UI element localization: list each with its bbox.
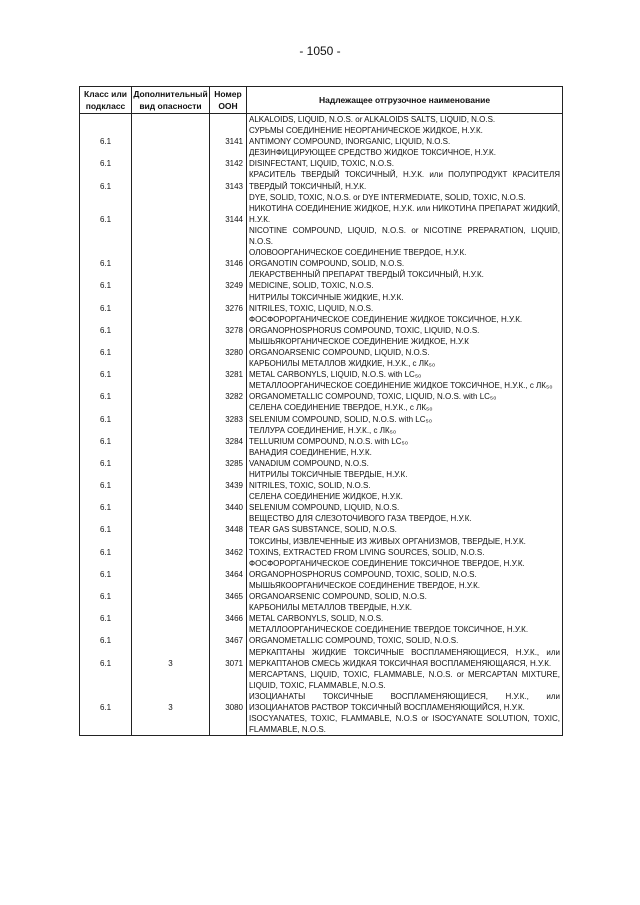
- class-cell: 6.1: [80, 425, 132, 447]
- shipping-name-cell: [247, 169, 563, 202]
- un-number-cell: 3465: [210, 580, 247, 602]
- header-un-number: Номер ООН: [210, 87, 247, 114]
- table-row: [80, 513, 563, 535]
- class-cell: 6.1: [80, 513, 132, 535]
- class-cell: 6.1: [80, 269, 132, 291]
- header-shipping-name: Надлежащее отгрузочное наименование: [247, 87, 563, 114]
- class-cell: 6.1: [80, 580, 132, 602]
- shipping-name-ru: КРАСИТЕЛЬ ТВЕРДЫЙ ТОКСИЧНЫЙ, Н.У.К. или ПОЛУПРОДУКТ КРАСИТЕЛЯ ТВЕРДЫЙ ТОКСИЧНЫЙ, Н.У.К.: [249, 170, 560, 191]
- shipping-name-ru: МЕТАЛЛООРГАНИЧЕСКОЕ СОЕДИНЕНИЕ ЖИДКОЕ ТОКСИЧНОЕ, Н.У.К., с ЛК₅₀: [249, 381, 553, 391]
- table-row: [80, 580, 563, 602]
- table-row: [80, 691, 563, 736]
- subsidiary-hazard-cell: [132, 292, 210, 314]
- shipping-name-en: TEAR GAS SUBSTANCE, SOLID, N.O.S.: [249, 525, 397, 535]
- class-cell: 6.1: [80, 358, 132, 380]
- shipping-name-cell: [247, 624, 563, 646]
- table-row: [80, 602, 563, 624]
- table-row: [80, 491, 563, 513]
- class-cell: 6.1: [80, 380, 132, 402]
- class-cell: 6.1: [80, 336, 132, 358]
- shipping-name-cell: [247, 147, 563, 169]
- shipping-name-ru: ВАНАДИЯ СОЕДИНЕНИЕ, Н.У.К.: [249, 447, 372, 457]
- subsidiary-hazard-cell: [132, 491, 210, 513]
- shipping-name-en: TELLURIUM COMPOUND, N.O.S. with LC₅₀: [249, 436, 409, 446]
- shipping-name-en: ORGANOARSENIC COMPOUND, LIQUID, N.O.S.: [249, 347, 430, 357]
- class-cell: 6.1: [80, 624, 132, 646]
- shipping-name-ru: ТЕЛЛУРА СОЕДИНЕНИЕ, Н.У.К., с ЛК₅₀: [249, 425, 397, 435]
- subsidiary-hazard-cell: [132, 358, 210, 380]
- table-row: [80, 336, 563, 358]
- page-number: - 1050 -: [299, 44, 341, 58]
- shipping-name-en: ORGANOARSENIC COMPOUND, SOLID, N.O.S.: [249, 592, 427, 602]
- subsidiary-hazard-cell: [132, 558, 210, 580]
- un-number-cell: 3080: [210, 691, 247, 736]
- shipping-name-ru: КАРБОНИЛЫ МЕТАЛЛОВ ЖИДКИЕ, Н.У.К., с ЛК₅₀: [249, 359, 436, 369]
- shipping-name-cell: [247, 292, 563, 314]
- un-number-cell: 3466: [210, 602, 247, 624]
- shipping-name-en: ORGANOTIN COMPOUND, SOLID, N.O.S.: [249, 259, 405, 269]
- table-row: [80, 269, 563, 291]
- table-row: [80, 358, 563, 380]
- subsidiary-hazard-cell: [132, 247, 210, 269]
- table-row: [80, 425, 563, 447]
- shipping-name-cell: [247, 402, 563, 424]
- class-cell: 6.1: [80, 647, 132, 691]
- shipping-name-en: TOXINS, EXTRACTED FROM LIVING SOURCES, SOLID, N.O.S.: [249, 547, 485, 557]
- shipping-name-cell: [247, 469, 563, 491]
- shipping-name-en: NITRILES, TOXIC, SOLID, N.O.S.: [249, 481, 371, 491]
- shipping-name-cell: [247, 491, 563, 513]
- continued-name-en: ALKALOIDS, LIQUID, N.O.S. or ALKALOIDS SALTS, LIQUID, N.O.S.: [247, 114, 563, 126]
- shipping-name-en: METAL CARBONYLS, SOLID, N.O.S.: [249, 614, 384, 624]
- subsidiary-hazard-cell: [132, 602, 210, 624]
- subsidiary-hazard-cell: 3: [132, 647, 210, 691]
- class-cell: 6.1: [80, 147, 132, 169]
- shipping-name-cell: [247, 602, 563, 624]
- shipping-name-ru: КАРБОНИЛЫ МЕТАЛЛОВ ТВЕРДЫЕ, Н.У.К.: [249, 603, 412, 613]
- class-cell: 6.1: [80, 602, 132, 624]
- table-row: [80, 247, 563, 269]
- class-cell: 6.1: [80, 491, 132, 513]
- un-number-cell: 3462: [210, 536, 247, 558]
- shipping-name-en: DYE, SOLID, TOXIC, N.O.S. or DYE INTERMEDIATE, SOLID, TOXIC, N.O.S.: [249, 192, 526, 202]
- subsidiary-hazard-cell: [132, 336, 210, 358]
- shipping-name-cell: [247, 247, 563, 269]
- shipping-name-ru: ТОКСИНЫ, ИЗВЛЕЧЕННЫЕ ИЗ ЖИВЫХ ОРГАНИЗМОВ, ТВЕРДЫЕ, Н.У.К.: [249, 536, 526, 546]
- un-number-cell: 3143: [210, 169, 247, 202]
- table-row: [80, 380, 563, 402]
- un-number-cell: 3439: [210, 469, 247, 491]
- un-number-cell: 3249: [210, 269, 247, 291]
- un-number-cell: 3141: [210, 125, 247, 147]
- shipping-name-cell: [247, 513, 563, 535]
- shipping-name-cell: [247, 691, 563, 736]
- subsidiary-hazard-cell: [132, 314, 210, 336]
- un-number-cell: 3146: [210, 247, 247, 269]
- un-number-cell: 3283: [210, 402, 247, 424]
- shipping-name-cell: [247, 425, 563, 447]
- subsidiary-hazard-cell: [132, 536, 210, 558]
- shipping-name-cell: [247, 203, 563, 247]
- shipping-name-en: ISOCYANATES, TOXIC, FLAMMABLE, N.O.S or ISOCYANATE SOLUTION, TOXIC, FLAMMABLE, N.O.S.: [249, 714, 560, 735]
- shipping-name-ru: МЕТАЛЛООРГАНИЧЕСКОЕ СОЕДИНЕНИЕ ТВЕРДОЕ ТОКСИЧНОЕ, Н.У.К.: [249, 625, 529, 635]
- shipping-name-ru: СЕЛЕНА СОЕДИНЕНИЕ ЖИДКОЕ, Н.У.К.: [249, 492, 403, 502]
- class-cell: 6.1: [80, 691, 132, 736]
- subsidiary-hazard-cell: [132, 513, 210, 535]
- table-row: [80, 558, 563, 580]
- shipping-name-cell: [247, 447, 563, 469]
- shipping-name-cell: [247, 125, 563, 147]
- shipping-name-cell: [247, 336, 563, 358]
- class-cell: 6.1: [80, 169, 132, 202]
- shipping-name-ru: МЕРКАПТАНЫ ЖИДКИЕ ТОКСИЧНЫЕ ВОСПЛАМЕНЯЮЩИЕСЯ, Н.У.К., или МЕРКАПТАНОВ СМЕСЬ ЖИДКАЯ ТОКСИЧНАЯ ВОСПЛАМЕНЯЮЩАЯСЯ, Н.У.К.: [249, 647, 560, 668]
- subsidiary-hazard-cell: [132, 147, 210, 169]
- un-number-cell: 3440: [210, 491, 247, 513]
- subsidiary-hazard-cell: [132, 203, 210, 247]
- class-cell: 6.1: [80, 203, 132, 247]
- table-row: [80, 314, 563, 336]
- table-row: [80, 169, 563, 202]
- un-number-cell: 3284: [210, 425, 247, 447]
- table-row: [80, 125, 563, 147]
- shipping-name-en: SELENIUM COMPOUND, LIQUID, N.O.S.: [249, 503, 400, 513]
- subsidiary-hazard-cell: [132, 425, 210, 447]
- table-row: [80, 536, 563, 558]
- shipping-name-ru: ОЛОВООРГАНИЧЕСКОЕ СОЕДИНЕНИЕ ТВЕРДОЕ, Н.У.К.: [249, 248, 467, 258]
- shipping-name-en: METAL CARBONYLS, LIQUID, N.O.S. with LC₅₀: [249, 370, 422, 380]
- un-number-cell: 3276: [210, 292, 247, 314]
- subsidiary-hazard-cell: [132, 447, 210, 469]
- class-cell: 6.1: [80, 447, 132, 469]
- shipping-name-en: MEDICINE, SOLID, TOXIC, N.O.S.: [249, 281, 374, 291]
- un-number-cell: 3142: [210, 147, 247, 169]
- un-number-cell: 3448: [210, 513, 247, 535]
- shipping-name-ru: МЫШЬЯКООРГАНИЧЕСКОЕ СОЕДИНЕНИЕ ТВЕРДОЕ, Н.У.К.: [249, 580, 480, 590]
- shipping-name-en: SELENIUM COMPOUND, SOLID, N.O.S. with LC₅₀: [249, 414, 433, 424]
- header-class: Класс или подкласс: [80, 87, 132, 114]
- shipping-name-cell: [247, 580, 563, 602]
- shipping-name-en: NITRILES, TOXIC, LIQUID, N.O.S.: [249, 303, 374, 313]
- subsidiary-hazard-cell: 3: [132, 691, 210, 736]
- table-body: [80, 114, 563, 736]
- subsidiary-hazard-cell: [132, 269, 210, 291]
- shipping-name-ru: НИТРИЛЫ ТОКСИЧНЫЕ ТВЕРДЫЕ, Н.У.К.: [249, 470, 408, 479]
- shipping-name-ru: ФОСФОРОРГАНИЧЕСКОЕ СОЕДИНЕНИЕ ТОКСИЧНОЕ ТВЕРДОЕ, Н.У.К.: [249, 558, 525, 568]
- shipping-name-ru: ФОСФОРОРГАНИЧЕСКОЕ СОЕДИНЕНИЕ ЖИДКОЕ ТОКСИЧНОЕ, Н.У.К.: [249, 314, 523, 324]
- shipping-name-en: ORGANOPHOSPHORUS COMPOUND, TOXIC, SOLID, N.O.S.: [249, 569, 477, 579]
- shipping-name-ru: НИКОТИНА СОЕДИНЕНИЕ ЖИДКОЕ, Н.У.К. или НИКОТИНА ПРЕПАРАТ ЖИДКИЙ, Н.У.К.: [249, 203, 560, 224]
- shipping-name-en: ORGANOMETALLIC COMPOUND, TOXIC, SOLID, N.O.S.: [249, 636, 459, 646]
- shipping-name-ru: ВЕЩЕСТВО ДЛЯ СЛЕЗОТОЧИВОГО ГАЗА ТВЕРДОЕ, Н.У.К.: [249, 514, 472, 524]
- shipping-name-en: VANADIUM COMPOUND, N.O.S.: [249, 458, 369, 468]
- shipping-name-en: NICOTINE COMPOUND, LIQUID, N.O.S. or NICOTINE PREPARATION, LIQUID, N.O.S.: [249, 225, 560, 247]
- shipping-name-cell: [247, 380, 563, 402]
- subsidiary-hazard-cell: [132, 169, 210, 202]
- class-cell: 6.1: [80, 292, 132, 314]
- shipping-name-cell: [247, 536, 563, 558]
- class-cell: 6.1: [80, 402, 132, 424]
- table-header-row: [80, 87, 563, 114]
- subsidiary-hazard-cell: [132, 580, 210, 602]
- shipping-name-en: ORGANOPHOSPHORUS COMPOUND, TOXIC, LIQUID, N.O.S.: [249, 325, 480, 335]
- table-row: [80, 469, 563, 491]
- subsidiary-hazard-cell: [132, 380, 210, 402]
- un-number-cell: 3467: [210, 624, 247, 646]
- table-row: [80, 292, 563, 314]
- un-number-cell: 3278: [210, 314, 247, 336]
- shipping-name-ru: ИЗОЦИАНАТЫ ТОКСИЧНЫЕ ВОСПЛАМЕНЯЮЩИЕСЯ, Н.У.К., или ИЗОЦИАНАТОВ РАСТВОР ТОКСИЧНЫЙ ВОСПЛАМЕНЯЮЩИЙСЯ, Н.У.К.: [249, 691, 560, 712]
- shipping-name-cell: [247, 647, 563, 691]
- shipping-name-en: ANTIMONY COMPOUND, INORGANIC, LIQUID, N.O.S.: [249, 137, 451, 147]
- table-row: [80, 624, 563, 646]
- shipping-name-cell: [247, 558, 563, 580]
- class-cell: 6.1: [80, 536, 132, 558]
- class-cell: 6.1: [80, 125, 132, 147]
- un-number-cell: 3464: [210, 558, 247, 580]
- shipping-name-en: DISINFECTANT, LIQUID, TOXIC, N.O.S.: [249, 159, 394, 169]
- shipping-name-ru: СУРЬМЫ СОЕДИНЕНИЕ НЕОРГАНИЧЕСКОЕ ЖИДКОЕ, Н.У.К.: [249, 126, 483, 136]
- shipping-name-ru: ЛЕКАРСТВЕННЫЙ ПРЕПАРАТ ТВЕРДЫЙ ТОКСИЧНЫЙ, Н.У.К.: [249, 270, 484, 280]
- un-number-cell: 3280: [210, 336, 247, 358]
- header-subsidiary-hazard: Дополнительный вид опасности: [132, 87, 210, 114]
- class-cell: 6.1: [80, 469, 132, 491]
- table-row: [80, 447, 563, 469]
- un-number-cell: 3282: [210, 380, 247, 402]
- subsidiary-hazard-cell: [132, 402, 210, 424]
- class-cell: 6.1: [80, 558, 132, 580]
- un-number-cell: 3144: [210, 203, 247, 247]
- subsidiary-hazard-cell: [132, 624, 210, 646]
- subsidiary-hazard-cell: [132, 469, 210, 491]
- shipping-name-cell: [247, 269, 563, 291]
- table-row: [80, 402, 563, 424]
- table-row: [80, 647, 563, 691]
- shipping-name-ru: ДЕЗИНФИЦИРУЮЩЕЕ СРЕДСТВО ЖИДКОЕ ТОКСИЧНОЕ, Н.У.К.: [249, 148, 496, 158]
- shipping-name-en: MERCAPTANS, LIQUID, TOXIC, FLAMMABLE, N.O.S. or MERCAPTAN MIXTURE, LIQUID, TOXIC, FLAMMABLE, N.O.S.: [249, 669, 560, 690]
- dangerous-goods-table: [79, 86, 563, 736]
- shipping-name-cell: [247, 358, 563, 380]
- un-number-cell: 3285: [210, 447, 247, 469]
- shipping-name-ru: МЫШЬЯКОРГАНИЧЕСКОЕ СОЕДИНЕНИЕ ЖИДКОЕ, Н.У.К: [249, 336, 469, 346]
- table-row: [80, 147, 563, 169]
- continued-row: [80, 114, 563, 126]
- shipping-name-ru: СЕЛЕНА СОЕДИНЕНИЕ ТВЕРДОЕ, Н.У.К., с ЛК₅₀: [249, 403, 433, 413]
- subsidiary-hazard-cell: [132, 125, 210, 147]
- shipping-name-ru: НИТРИЛЫ ТОКСИЧНЫЕ ЖИДКИЕ, Н.У.К.: [249, 292, 404, 302]
- table-row: [80, 203, 563, 247]
- un-number-cell: 3281: [210, 358, 247, 380]
- un-number-cell: 3071: [210, 647, 247, 691]
- class-cell: 6.1: [80, 314, 132, 336]
- class-cell: 6.1: [80, 247, 132, 269]
- shipping-name-en: ORGANOMETALLIC COMPOUND, TOXIC, LIQUID, N.O.S. with LC₅₀: [249, 392, 497, 402]
- shipping-name-cell: [247, 314, 563, 336]
